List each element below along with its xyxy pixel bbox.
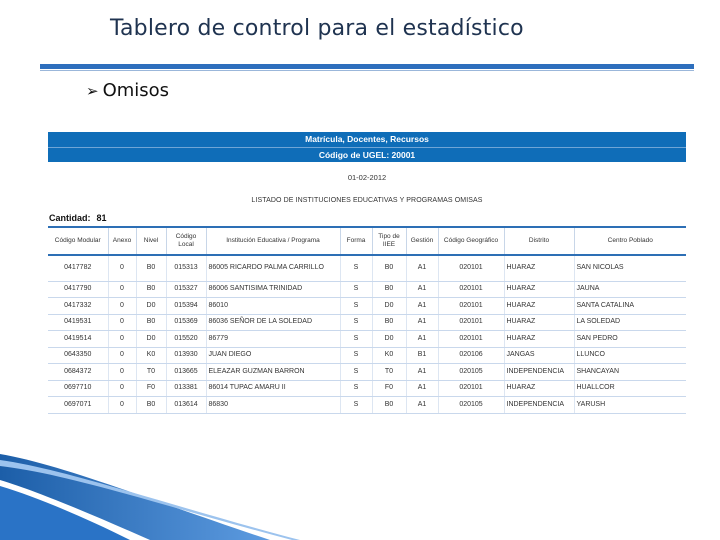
column-header: Tipo de IIEE xyxy=(372,227,406,255)
table-cell: 86014 TUPAC AMARU II xyxy=(206,380,340,397)
table-cell: B1 xyxy=(406,347,438,364)
table-cell: 013930 xyxy=(166,347,206,364)
table-cell: HUALLCOR xyxy=(574,380,686,397)
column-header: Forma xyxy=(340,227,372,255)
table-cell: T0 xyxy=(136,364,166,381)
table-cell: 86830 xyxy=(206,397,340,414)
table-cell: T0 xyxy=(372,364,406,381)
table-cell: 013665 xyxy=(166,364,206,381)
table-cell: 0419531 xyxy=(48,314,108,331)
table-cell: 013381 xyxy=(166,380,206,397)
table-row xyxy=(48,298,686,315)
table-cell: INDEPENDENCIA xyxy=(504,397,574,414)
table-cell: 0 xyxy=(108,380,136,397)
bullet-text: Omisos xyxy=(102,80,170,101)
table-header-row xyxy=(48,227,686,255)
table-cell: HUARAZ xyxy=(504,281,574,298)
table-cell: S xyxy=(340,298,372,315)
table-cell: B0 xyxy=(136,281,166,298)
column-header: Distrito xyxy=(504,227,574,255)
table-cell: 020101 xyxy=(438,255,504,281)
table-cell: INDEPENDENCIA xyxy=(504,364,574,381)
table-row xyxy=(48,281,686,298)
table-cell: 0 xyxy=(108,255,136,281)
table-cell: 0 xyxy=(108,314,136,331)
title-divider-thin xyxy=(40,70,694,71)
slide-title: Tablero de control para el estadístico xyxy=(110,16,524,41)
table-cell: A1 xyxy=(406,314,438,331)
table-cell: B0 xyxy=(136,255,166,281)
table-cell: SHANCAYAN xyxy=(574,364,686,381)
table-cell: LLUNCO xyxy=(574,347,686,364)
table-cell: 0 xyxy=(108,397,136,414)
table-cell: 86036 SEÑOR DE LA SOLEDAD xyxy=(206,314,340,331)
table-cell: A1 xyxy=(406,397,438,414)
table-cell: SAN PEDRO xyxy=(574,331,686,348)
table-row xyxy=(48,331,686,348)
table-body xyxy=(48,255,686,413)
table-cell: 0 xyxy=(108,347,136,364)
table-cell: 0 xyxy=(108,281,136,298)
table-cell: 020101 xyxy=(438,281,504,298)
table-cell: S xyxy=(340,331,372,348)
table-cell: B0 xyxy=(136,314,166,331)
column-header: Centro Poblado xyxy=(574,227,686,255)
decorative-swoosh xyxy=(0,440,720,540)
table-cell: 020106 xyxy=(438,347,504,364)
table-cell: SANTA CATALINA xyxy=(574,298,686,315)
table-cell: 015369 xyxy=(166,314,206,331)
table-cell: B0 xyxy=(136,397,166,414)
table-cell: 020101 xyxy=(438,298,504,315)
table-cell: K0 xyxy=(136,347,166,364)
table-row xyxy=(48,397,686,414)
table-cell: 020105 xyxy=(438,397,504,414)
table-cell: A1 xyxy=(406,331,438,348)
table-cell: HUARAZ xyxy=(504,331,574,348)
arrow-right-icon: ➢ xyxy=(86,81,99,100)
table-cell: S xyxy=(340,314,372,331)
table-cell: 015520 xyxy=(166,331,206,348)
table-cell: 020101 xyxy=(438,380,504,397)
table-cell: 0643350 xyxy=(48,347,108,364)
table-cell: A1 xyxy=(406,380,438,397)
table-cell: 86005 RICARDO PALMA CARRILLO xyxy=(206,255,340,281)
table-cell: D0 xyxy=(136,331,166,348)
table-cell: 015327 xyxy=(166,281,206,298)
table-cell: S xyxy=(340,364,372,381)
table-cell: 86006 SANTISIMA TRINIDAD xyxy=(206,281,340,298)
table-row xyxy=(48,314,686,331)
table-cell: 015313 xyxy=(166,255,206,281)
table-cell: K0 xyxy=(372,347,406,364)
table-cell: F0 xyxy=(372,380,406,397)
table-row xyxy=(48,364,686,381)
table-cell: YARUSH xyxy=(574,397,686,414)
column-header: Código Geográfico xyxy=(438,227,504,255)
table-cell: ELEAZAR GUZMAN BARRON xyxy=(206,364,340,381)
table-row xyxy=(48,380,686,397)
table-cell: A1 xyxy=(406,281,438,298)
table-cell: 0417790 xyxy=(48,281,108,298)
table-cell: 86779 xyxy=(206,331,340,348)
table-cell: S xyxy=(340,281,372,298)
column-header: Anexo xyxy=(108,227,136,255)
table-cell: JAUNA xyxy=(574,281,686,298)
table-row xyxy=(48,255,686,281)
report-screenshot xyxy=(48,132,686,424)
table-cell: S xyxy=(340,347,372,364)
table-cell: S xyxy=(340,397,372,414)
table-cell: 0684372 xyxy=(48,364,108,381)
title-divider xyxy=(40,64,694,69)
table-cell: 013614 xyxy=(166,397,206,414)
table-cell: D0 xyxy=(372,331,406,348)
table-cell: B0 xyxy=(372,281,406,298)
table-row xyxy=(48,347,686,364)
table-cell: B0 xyxy=(372,314,406,331)
count-label: Cantidad: xyxy=(49,213,91,223)
table-cell: 0417332 xyxy=(48,298,108,315)
table-cell: A1 xyxy=(406,298,438,315)
table-cell: 86010 xyxy=(206,298,340,315)
table-cell: 0417782 xyxy=(48,255,108,281)
column-header: Código Local xyxy=(166,227,206,255)
bullet-omisos xyxy=(86,80,169,101)
table-cell: F0 xyxy=(136,380,166,397)
table-cell: 0697071 xyxy=(48,397,108,414)
record-count xyxy=(48,213,686,225)
table-cell: 0 xyxy=(108,331,136,348)
table-cell: A1 xyxy=(406,255,438,281)
table-cell: 020105 xyxy=(438,364,504,381)
table-cell: S xyxy=(340,380,372,397)
table-cell: A1 xyxy=(406,364,438,381)
table-cell: S xyxy=(340,255,372,281)
table-cell: JANGAS xyxy=(504,347,574,364)
table-cell: LA SOLEDAD xyxy=(574,314,686,331)
report-heading: LISTADO DE INSTITUCIONES EDUCATIVAS Y PROGRAMAS OMISAS xyxy=(251,197,483,204)
table-cell: 0419514 xyxy=(48,331,108,348)
table-cell: 0697710 xyxy=(48,380,108,397)
table-cell: D0 xyxy=(136,298,166,315)
table-cell: JUAN DIEGO xyxy=(206,347,340,364)
table-cell: 0 xyxy=(108,298,136,315)
report-date: 01-02-2012 xyxy=(347,173,387,182)
column-header: Código Modular xyxy=(48,227,108,255)
report-band-subtitle: Código de UGEL: 20001 xyxy=(48,147,686,162)
table-cell: HUARAZ xyxy=(504,255,574,281)
table-cell: 020101 xyxy=(438,314,504,331)
table-cell: 0 xyxy=(108,364,136,381)
column-header: Gestión xyxy=(406,227,438,255)
table-cell: HUARAZ xyxy=(504,380,574,397)
table-cell: B0 xyxy=(372,397,406,414)
column-header: Nivel xyxy=(136,227,166,255)
report-band-title: Matrícula, Docentes, Recursos xyxy=(48,132,686,147)
column-header: Institución Educativa / Programa xyxy=(206,227,340,255)
table-cell: 020101 xyxy=(438,331,504,348)
table-cell: HUARAZ xyxy=(504,314,574,331)
omisos-table xyxy=(48,226,686,414)
table-cell: B0 xyxy=(372,255,406,281)
table-cell: HUARAZ xyxy=(504,298,574,315)
table-cell: SAN NICOLAS xyxy=(574,255,686,281)
table-cell: D0 xyxy=(372,298,406,315)
count-value: 81 xyxy=(96,213,107,223)
table-cell: 015394 xyxy=(166,298,206,315)
